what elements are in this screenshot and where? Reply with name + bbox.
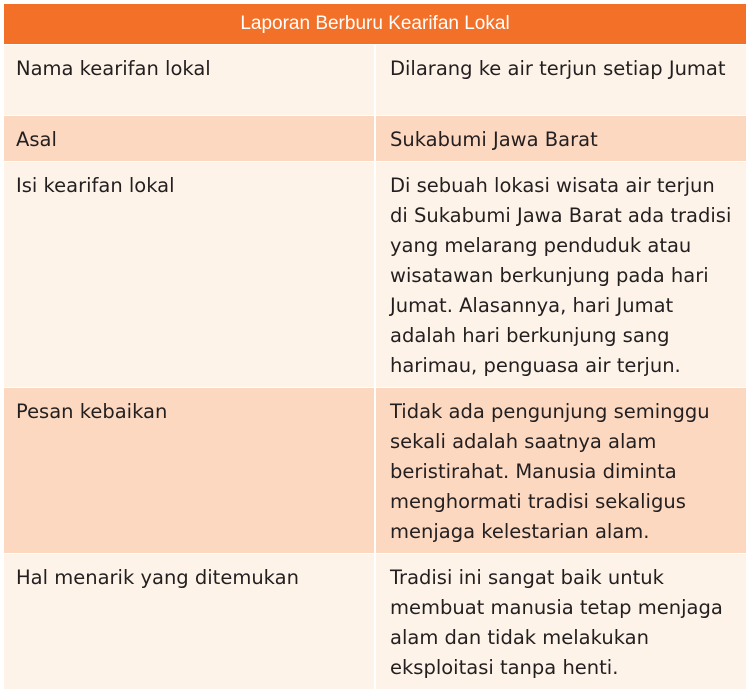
table-row bbox=[4, 162, 746, 388]
row-value: Sukabumi Jawa Barat bbox=[375, 116, 746, 162]
row-label: Nama kearifan lokal bbox=[4, 45, 375, 116]
row-label: Pesan kebaikan bbox=[4, 388, 375, 554]
row-label: Asal bbox=[4, 116, 375, 162]
table-title: Laporan Berburu Kearifan Lokal bbox=[4, 4, 746, 45]
row-value: Dilarang ke air terjun setiap Jumat bbox=[375, 45, 746, 116]
row-value: Tradisi ini sangat baik untuk membuat manusia tetap menjaga alam dan tidak melakukan eksploitasi tanpa henti. bbox=[375, 554, 746, 689]
table-header-row bbox=[4, 4, 746, 45]
row-label: Hal menarik yang ditemukan bbox=[4, 554, 375, 689]
table-row bbox=[4, 116, 746, 162]
row-label: Isi kearifan lokal bbox=[4, 162, 375, 388]
table-row bbox=[4, 554, 746, 689]
row-value: Di sebuah lokasi wisata air terjun di Sukabumi Jawa Barat ada tradisi yang melarang penduduk atau wisatawan berkunjung pada hari Jumat. Alasannya, hari Jumat adalah hari berkunjung sang harimau, penguasa air terjun. bbox=[375, 162, 746, 388]
table-row bbox=[4, 45, 746, 116]
table-row bbox=[4, 388, 746, 554]
report-table bbox=[4, 4, 746, 689]
row-value: Tidak ada pengunjung seminggu sekali adalah saatnya alam beristirahat. Manusia diminta menghormati tradisi sekaligus menjaga kelestarian alam. bbox=[375, 388, 746, 554]
